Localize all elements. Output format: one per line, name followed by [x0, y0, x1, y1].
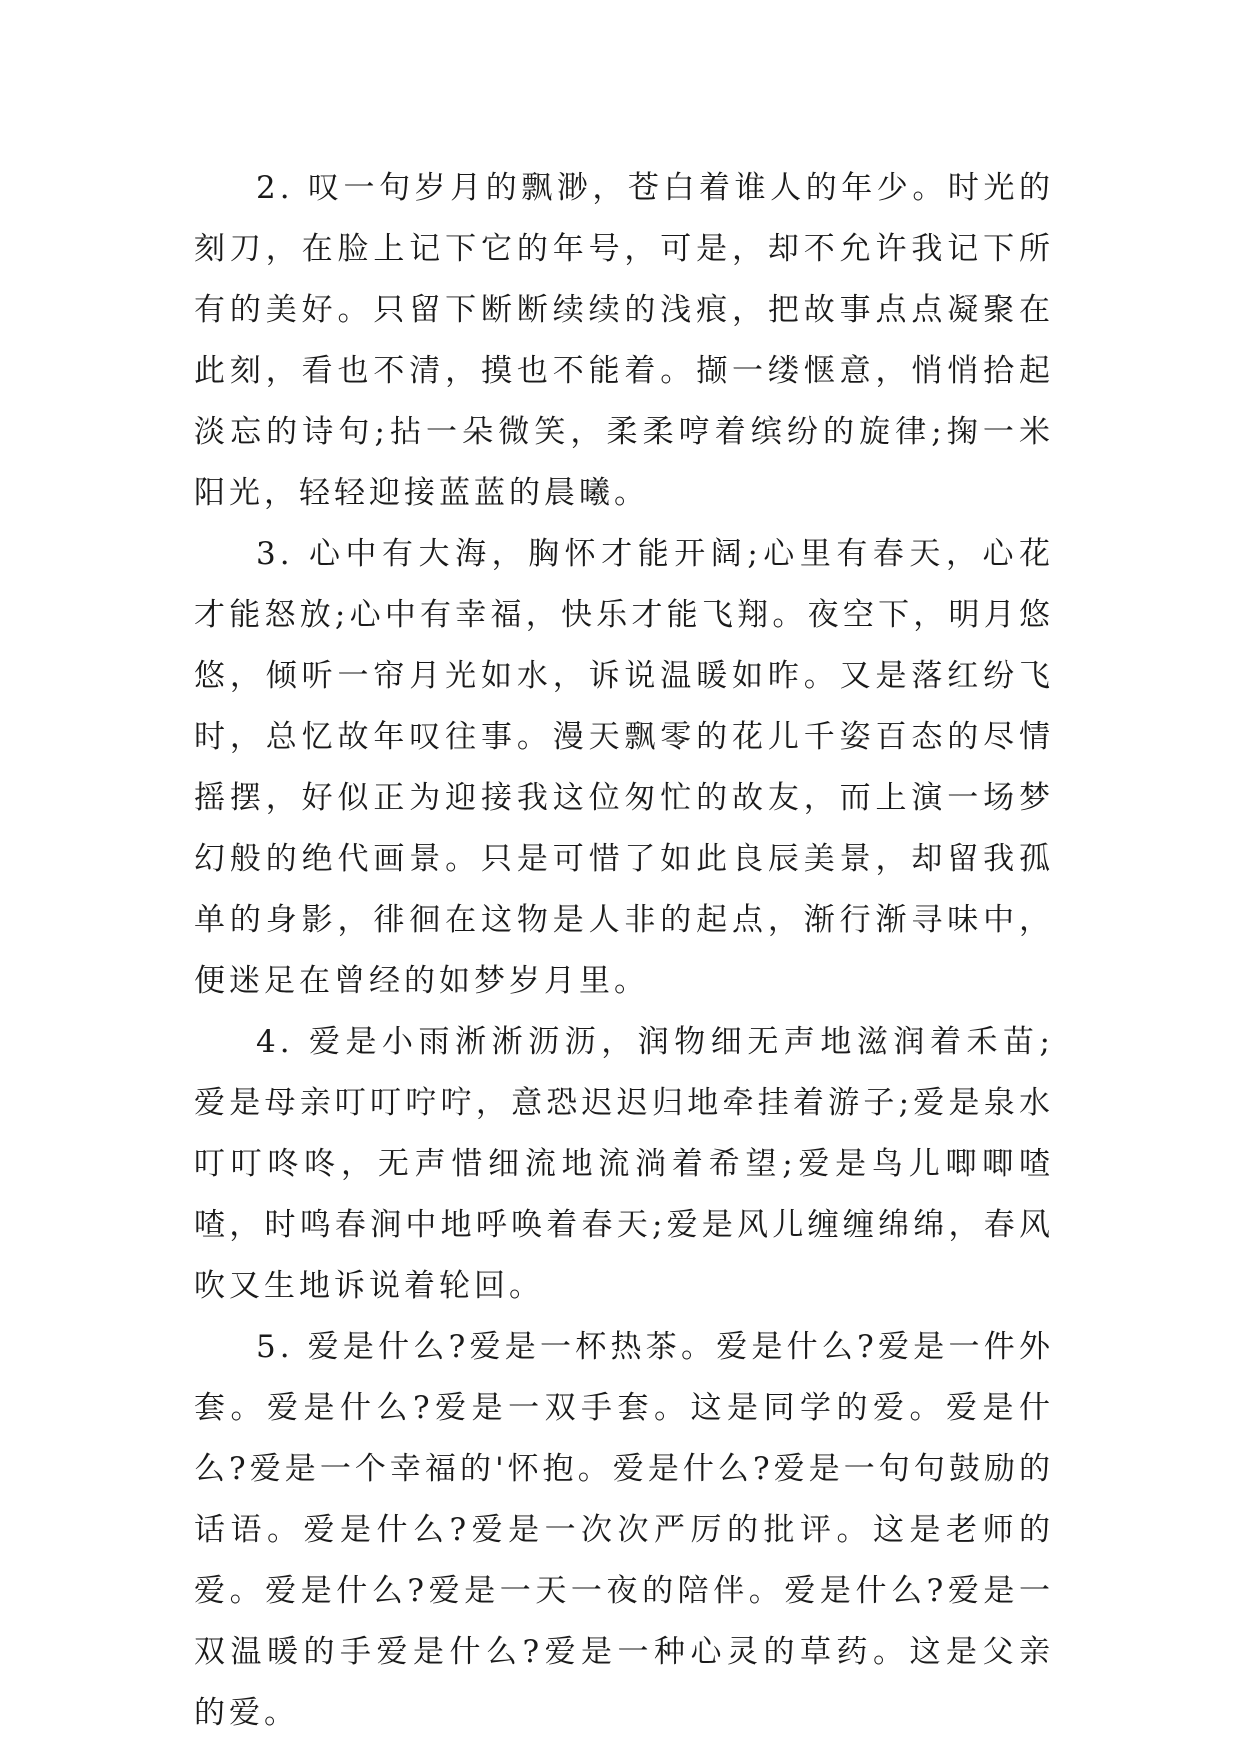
paragraph-4: 4. 爱是小雨淅淅沥沥，润物细无声地滋润着禾苗;爱是母亲叮叮咛咛，意恐迟迟归地牵挂着游子;爱是泉水叮叮咚咚，无声惜细流地流淌着希望;爱是鸟儿唧唧喳喳，时鸣春涧中地呼唤着春天;爱是风儿缠缠绵绵，春风吹又生地诉说着轮回。 [194, 1024, 1054, 1304]
paragraph-3: 3. 心中有大海，胸怀才能开阔;心里有春天，心花才能怒放;心中有幸福，快乐才能飞翔。夜空下，明月悠悠，倾听一帘月光如水，诉说温暖如昨。又是落红纷飞时，总忆故年叹往事。漫天飘零的花儿千姿百态的尽情摇摆，好似正为迎接我这位匆忙的故友，而上演一场梦幻般的绝代画景。只是可惜了如此良辰美景，却留我孤单的身影，徘徊在这物是人非的起点，渐行渐寻味中，便迷足在曾经的如梦岁月里。 [194, 536, 1054, 999]
paragraph-2: 2. 叹一句岁月的飘渺，苍白着谁人的年少。时光的刻刀，在脸上记下它的年号，可是，却不允许我记下所有的美好。只留下断断续续的浅痕，把故事点点凝聚在此刻，看也不清，摸也不能着。撷一缕惬意，悄悄拾起淡忘的诗句;拈一朵微笑，柔柔哼着缤纷的旋律;掬一米阳光，轻轻迎接蓝蓝的晨曦。 [194, 170, 1054, 511]
paragraph-5: 5. 爱是什么?爱是一杯热茶。爱是什么?爱是一件外套。爱是什么?爱是一双手套。这是同学的爱。爱是什么?爱是一个幸福的'怀抱。爱是什么?爱是一句句鼓励的话语。爱是什么?爱是一次次严厉的批评。这是老师的爱。爱是什么?爱是一天一夜的陪伴。爱是什么?爱是一双温暖的手爱是什么?爱是一种心灵的草药。这是父亲的爱。 [194, 1329, 1054, 1731]
document-body [194, 158, 1054, 1744]
